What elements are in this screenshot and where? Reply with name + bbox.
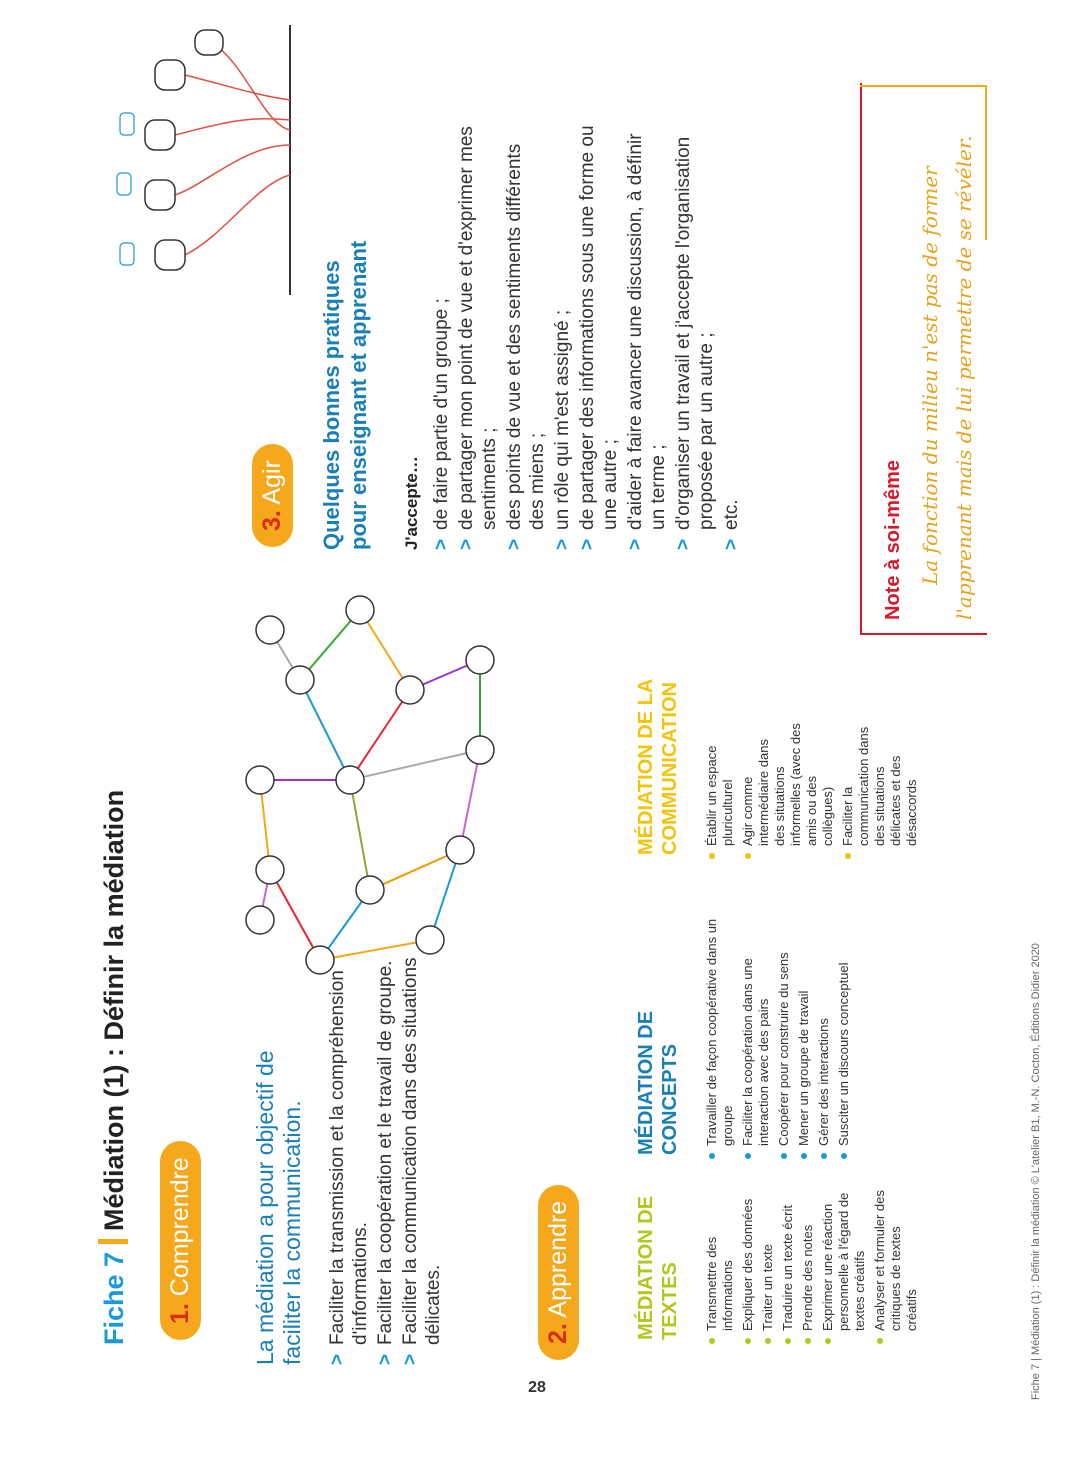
concepts-list: [704, 900, 856, 1160]
list-item: Établir un espace pluriculturel: [704, 715, 736, 860]
list-item: Mener un groupe de travail: [796, 900, 812, 1160]
list-item: > des points de vue et des sentiments différents des miens ;: [504, 143, 548, 550]
mediation-concepts-title: MÉDIATION DE CONCEPTS: [635, 1010, 681, 1155]
list-item: > Faciliter la transmission et la compréhension d'informations.: [327, 970, 371, 1365]
list-item: Faciliter la communication dans des situations délicates et des désaccords: [840, 715, 920, 860]
list-item: > d'aider à faire avancer une discussion, à définir un terme ;: [625, 133, 669, 550]
list-item: Susciter un discours conceptuel: [836, 900, 852, 1160]
section-agir-pill: 3. Agir: [252, 444, 293, 547]
note-line-1: La fonction du milieu n'est pas de former: [918, 166, 942, 585]
list-item: > de faire partie d'un groupe ;: [431, 298, 452, 550]
list-item: Exprimer une réaction personnelle à l'égard de textes créatifs: [820, 1185, 868, 1345]
fiche-number: Fiche 7: [99, 1251, 129, 1345]
communication-list: [704, 715, 924, 860]
section-apprendre-pill: 2. Apprendre: [538, 1185, 579, 1360]
list-item: > un rôle qui m'est assigné ;: [552, 309, 573, 550]
section3-heading: Quelques bonnes pratiques pour enseignant et apprenant: [319, 240, 371, 550]
section1-intro: La médiation a pour objectif de faciliter la communication.: [252, 1050, 305, 1365]
list-item: Gérer des interactions: [816, 900, 832, 1160]
list-item: Travailler de façon coopérative dans un groupe: [704, 900, 736, 1160]
list-item: Coopérer pour construire du sens: [776, 900, 792, 1160]
textes-list: [704, 1185, 924, 1345]
list-item: > de partager mon point de vue et d'exprimer mes sentiments ;: [456, 126, 500, 550]
mediation-textes-title: MÉDIATION DE TEXTES: [635, 1195, 681, 1340]
note-side-line: [860, 85, 987, 87]
note-line-2: l'apprenant mais de lui permettre de se révéler.: [952, 135, 976, 620]
list-item: Faciliter la coopération dans une interaction avec des pairs: [740, 900, 772, 1160]
footer-credit: Fiche 7 | Médiation (1) : Définir la médiation © L'atelier B1, M.-N. Cocton, Éditions Didier 2020: [1030, 943, 1042, 1400]
page-number: 28: [528, 1379, 546, 1397]
section3-list: [430, 120, 745, 550]
title-text: Médiation (1) : Définir la médiation: [99, 789, 129, 1231]
list-item: Traiter un texte: [760, 1185, 776, 1345]
note-underline: [985, 85, 987, 240]
section-comprendre-pill: 1. Comprendre: [160, 1141, 201, 1340]
network-illustration: [240, 590, 525, 980]
list-item: Traduire un texte écrit: [780, 1185, 796, 1345]
list-item: > de partager des informations sous une forme ou une autre ;: [577, 125, 621, 550]
list-item: > etc.: [721, 499, 742, 550]
mediation-communication-title: MÉDIATION DE LA COMMUNICATION: [635, 679, 681, 855]
note-title: Note à soi-même: [882, 459, 904, 620]
list-item: > Faciliter la communication dans des situations délicates.: [400, 957, 444, 1365]
hand-tree-illustration: [115, 25, 305, 295]
list-item: > Faciliter la coopération et le travail de groupe.: [375, 960, 396, 1365]
list-item: > d'organiser un travail et j'accepte l'organisation proposée par un autre ;: [673, 136, 717, 550]
accept-label: J'accepte…: [402, 456, 421, 550]
list-item: Prendre des notes: [800, 1185, 816, 1345]
page-title: [98, 790, 130, 1345]
section1-list: [326, 945, 447, 1365]
list-item: Transmettre des informations: [704, 1185, 736, 1345]
list-item: Expliquer des données: [740, 1185, 756, 1345]
list-item: Analyser et formuler des critiques de textes créatifs: [872, 1185, 920, 1345]
list-item: Agir comme intermédiaire dans des situations informelles (avec des amis ou des collègues): [740, 715, 836, 860]
